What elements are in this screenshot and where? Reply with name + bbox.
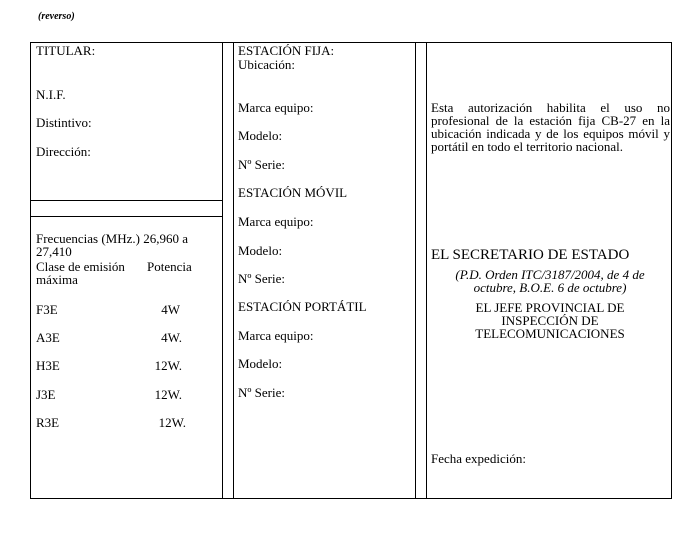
emission-power: 4W (161, 302, 180, 317)
numero-serie-label: Nº Serie: (238, 271, 285, 286)
emission-power: 12W. (154, 358, 182, 373)
autorizacion-text: Esta autorización habilita el uso no profesional de la estación fija CB-27 en la ubicación indicada y de los equipos móvil y portátil en todo el territorio nacional. (431, 100, 670, 154)
modelo-label: Modelo: (238, 356, 283, 371)
emission-power: 12W. (154, 387, 182, 402)
estacion-movil-heading: ESTACIÓN MÓVIL (238, 185, 348, 200)
numero-serie-label: Nº Serie: (238, 157, 285, 172)
titular-label: TITULAR: (36, 43, 96, 58)
divider-2a (415, 42, 416, 499)
divider-1a (222, 42, 223, 499)
divider-1b (233, 42, 234, 499)
marca-equipo-label: Marca equipo: (238, 214, 314, 229)
marca-equipo-label: Marca equipo: (238, 328, 314, 343)
titular-box-bottom (30, 200, 223, 201)
emission-mode: F3E (36, 302, 58, 317)
estacion-fija-heading: ESTACIÓN FIJA: (238, 43, 335, 58)
estacion-portatil-heading: ESTACIÓN PORTÁTIL (238, 299, 367, 314)
emission-power: 12W. (158, 415, 186, 430)
clase-emision-label: Clase de emisión (36, 259, 125, 274)
orden-reference: (P.D. Orden ITC/3187/2004, de 4 de octubre, B.O.E. 6 de octubre) (455, 267, 645, 295)
emission-mode: J3E (36, 387, 56, 402)
divider-2b (426, 42, 427, 499)
distintivo-label: Distintivo: (36, 115, 92, 130)
marca-equipo-label: Marca equipo: (238, 100, 314, 115)
ubicacion-label: Ubicación: (238, 57, 296, 72)
frecuencias-label: Frecuencias (MHz.) 26,960 a 27,410 (36, 231, 188, 259)
emission-mode: R3E (36, 415, 60, 430)
modelo-label: Modelo: (238, 243, 283, 258)
nif-label: N.I.F. (36, 87, 66, 102)
secretario-title: EL SECRETARIO DE ESTADO (431, 247, 630, 263)
fecha-expedicion-label: Fecha expedición: (431, 451, 526, 466)
emission-power: 4W. (161, 330, 182, 345)
jefe-provincial-title: EL JEFE PROVINCIAL DE INSPECCIÓN DE TELECOMUNICACIONES (475, 300, 625, 341)
emission-mode: H3E (36, 358, 60, 373)
potencia-label: Potencia máxima (36, 259, 192, 287)
frecuencias-box-top (30, 216, 223, 217)
direccion-label: Dirección: (36, 144, 91, 159)
emission-mode: A3E (36, 330, 60, 345)
numero-serie-label: Nº Serie: (238, 385, 285, 400)
reverso-label: (reverso) (38, 11, 75, 22)
modelo-label: Modelo: (238, 128, 283, 143)
